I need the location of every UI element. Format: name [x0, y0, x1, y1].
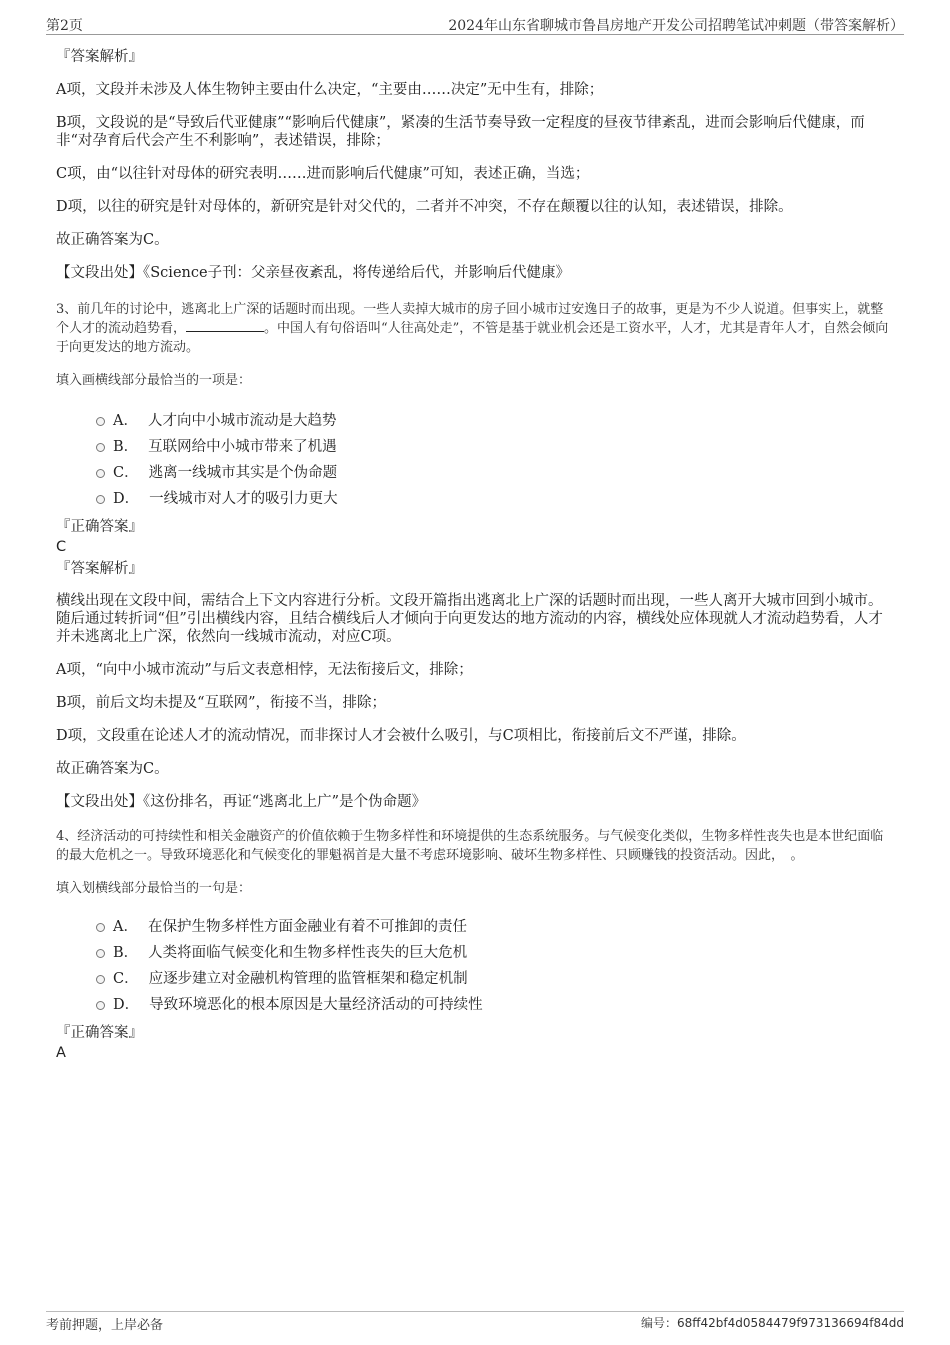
radio-icon[interactable]	[96, 923, 105, 932]
source-citation: 【文段出处】《Science子刊：父亲昼夜紊乱，将传递给后代，并影响后代健康》	[56, 265, 571, 281]
question-3-stem-part-2: 。中国人有句俗语叫“人往高处走”，不管是基于就业机会还是工资水平，人才，尤其是青年人才，自然会倾向于向更发达的地方流动。	[56, 321, 889, 355]
analysis-label: 『答案解析』	[56, 49, 143, 65]
question-3-option-b[interactable]: B． 互联网给中小城市带来了机遇	[96, 434, 890, 460]
analysis-option-a: A项，“向中小城市流动”与后文表意相悖，无法衔接后文，排除；	[56, 662, 473, 678]
analysis-option-b: B项，文段说的是“导致后代亚健康”“影响后代健康”，紧凑的生活节奏导致一定程度的昼夜节律紊乱，进而会影响后代健康，而非“对孕育后代会产生不利影响”，表述错误，排除；	[56, 115, 865, 149]
radio-icon[interactable]	[96, 1001, 105, 1010]
radio-icon[interactable]	[96, 469, 105, 478]
page-footer	[46, 1311, 904, 1334]
question-4-option-d[interactable]: D． 导致环境恶化的根本原因是大量经济活动的可持续性	[96, 992, 890, 1018]
footer-slogan: 考前押题，上岸必备	[46, 1318, 164, 1333]
question-3-option-d[interactable]: D． 一线城市对人才的吸引力更大	[96, 486, 890, 512]
document-code-value: 68ff42bf4d0584479f973136694f84dd	[676, 1316, 904, 1330]
analysis-option-b: B项，前后文均未提及“互联网”，衔接不当，排除；	[56, 695, 386, 711]
question-3-option-a[interactable]: A． 人才向中小城市流动是大趋势	[96, 408, 890, 434]
analysis-conclusion: 故正确答案为C。	[56, 761, 169, 777]
radio-icon[interactable]	[96, 495, 105, 504]
analysis-text: 横线出现在文段中间，需结合上下文内容进行分析。文段开篇指出逃离北上广深的话题时而出现，一些人离开大城市回到小城市。随后通过转折词“但”引出横线内容，且结合横线后人才倾向于向更发达的地方流动的内容，横线处应体现就人才流动趋势看，人才并未逃离北上广深，依然向一线城市流动，对应C项。	[56, 593, 883, 645]
document-code-label: 编号：	[640, 1316, 677, 1330]
radio-icon[interactable]	[96, 417, 105, 426]
analysis-option-a: A项，文段并未涉及人体生物钟主要由什么决定，“主要由……决定”无中生有，排除；	[56, 82, 604, 98]
question-4-stem: 4、经济活动的可持续性和相关金融资产的价值依赖于生物多样性和环境提供的生态系统服务。与气候变化类似，生物多样性丧失也是本世纪面临的最大危机之一。导致环境恶化和气候变化的罪魁祸首是大量不考虑环境影响、破坏生物多样性、只顾赚钱的投资活动。因此， 。	[56, 829, 884, 863]
radio-icon[interactable]	[96, 443, 105, 452]
fill-blank	[186, 319, 264, 332]
document-code	[641, 1314, 904, 1331]
page-content	[56, 48, 890, 1062]
analysis-conclusion: 故正确答案为C。	[56, 232, 169, 248]
document-title: 2024年山东省聊城市鲁昌房地产开发公司招聘笔试冲刺题（带答案解析）	[448, 18, 904, 34]
question-3-prompt: 填入画横线部分最恰当的一项是：	[56, 373, 252, 388]
correct-answer: C	[56, 539, 67, 555]
question-4-option-a[interactable]: A． 在保护生物多样性方面金融业有着不可推卸的责任	[96, 914, 890, 940]
analysis-option-c: C项，由“以往针对母体的研究表明……进而影响后代健康”可知，表述正确，当选；	[56, 166, 590, 182]
question-3-option-c[interactable]: C． 逃离一线城市其实是个伪命题	[96, 460, 890, 486]
source-citation: 【文段出处】《这份排名，再证“逃离北上广”是个伪命题》	[56, 794, 427, 810]
question-4-options	[56, 914, 890, 1018]
question-3-options	[56, 408, 890, 512]
correct-answer-label: 『正确答案』	[56, 1025, 143, 1041]
radio-icon[interactable]	[96, 949, 105, 958]
question-4-prompt: 填入划横线部分最恰当的一句是：	[56, 881, 252, 896]
page-header	[46, 14, 904, 35]
question-3-stem	[56, 300, 890, 357]
correct-answer-label: 『正确答案』	[56, 519, 143, 535]
analysis-label: 『答案解析』	[56, 561, 143, 577]
question-4-option-c[interactable]: C． 应逐步建立对金融机构管理的监管框架和稳定机制	[96, 966, 890, 992]
question-3-stem-part-1: 3、前几年的讨论中，逃离北上广深的话题时而出现。一些人卖掉大城市的房子回小城市过安逸日子的故事，更是为不少人说道。但事实上，就整个人才的流动趋势看，	[56, 302, 884, 336]
analysis-option-d: D项，文段重在论述人才的流动情况，而非探讨人才会被什么吸引，与C项相比，衔接前后文不严谨，排除。	[56, 728, 746, 744]
correct-answer: A	[56, 1045, 66, 1061]
question-4-option-b[interactable]: B． 人类将面临气候变化和生物多样性丧失的巨大危机	[96, 940, 890, 966]
radio-icon[interactable]	[96, 975, 105, 984]
analysis-option-d: D项，以往的研究是针对母体的，新研究是针对父代的，二者并不冲突，不存在颠覆以往的认知，表述错误，排除。	[56, 199, 793, 215]
page-number: 第2页	[46, 18, 83, 34]
